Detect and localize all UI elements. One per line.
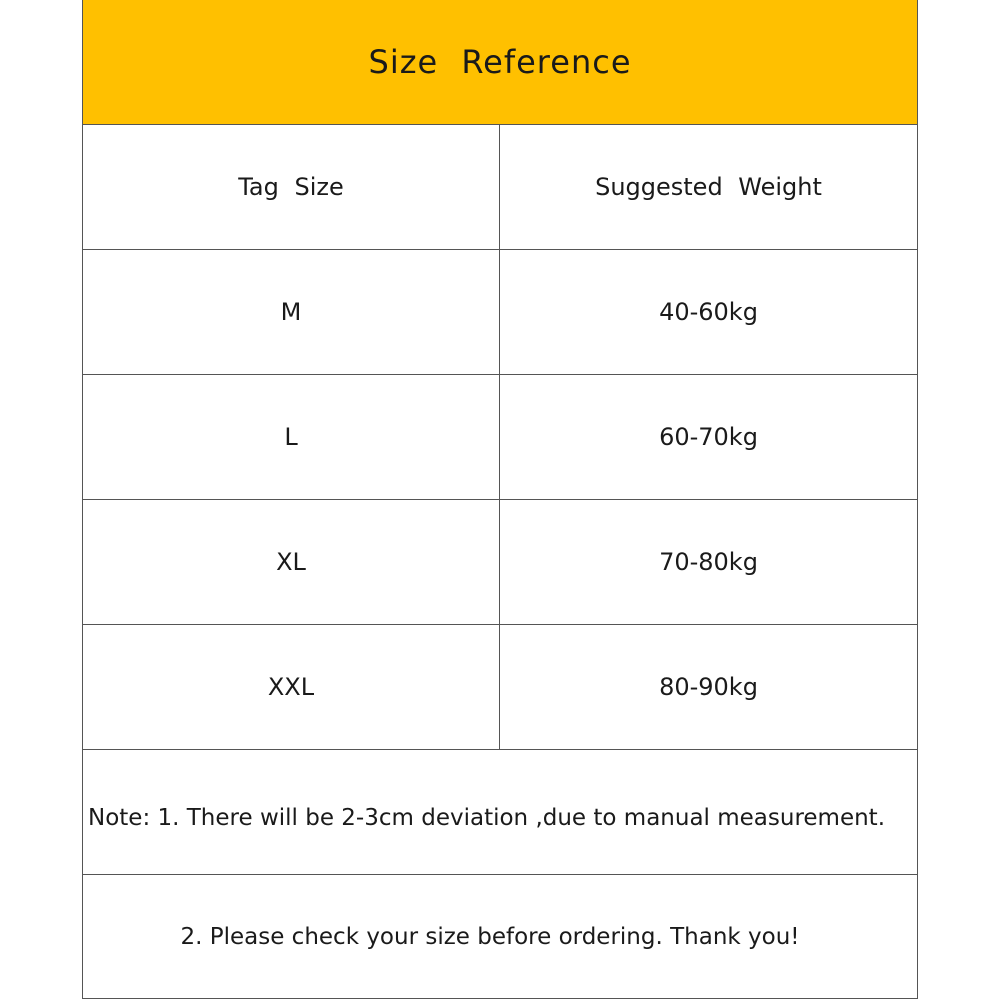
table-row	[83, 500, 917, 625]
weight-cell: 40-60kg	[659, 298, 758, 326]
weight-cell: 70-80kg	[659, 548, 758, 576]
weight-cell: 60-70kg	[659, 423, 758, 451]
note-check-size: 2. Please check your size before ordering. Thank you!	[180, 924, 800, 950]
note-measurement-deviation: Note: 1. There will be 2-3cm deviation ,due to manual measurement.	[83, 750, 917, 875]
column-header-tag-size: Tag Size	[83, 125, 500, 249]
table-row	[83, 250, 917, 375]
page-title: Size Reference	[368, 43, 632, 81]
table-row	[83, 625, 917, 750]
column-header-suggested-weight: Suggested Weight	[595, 173, 822, 201]
table-header-row	[83, 125, 917, 250]
size-cell: XXL	[83, 625, 500, 749]
weight-cell: 80-90kg	[659, 673, 758, 701]
table-row	[83, 375, 917, 500]
title-bar	[83, 0, 917, 125]
size-cell: XL	[83, 500, 500, 624]
size-cell: M	[83, 250, 500, 374]
size-reference-sheet	[82, 0, 918, 999]
size-cell: L	[83, 375, 500, 499]
